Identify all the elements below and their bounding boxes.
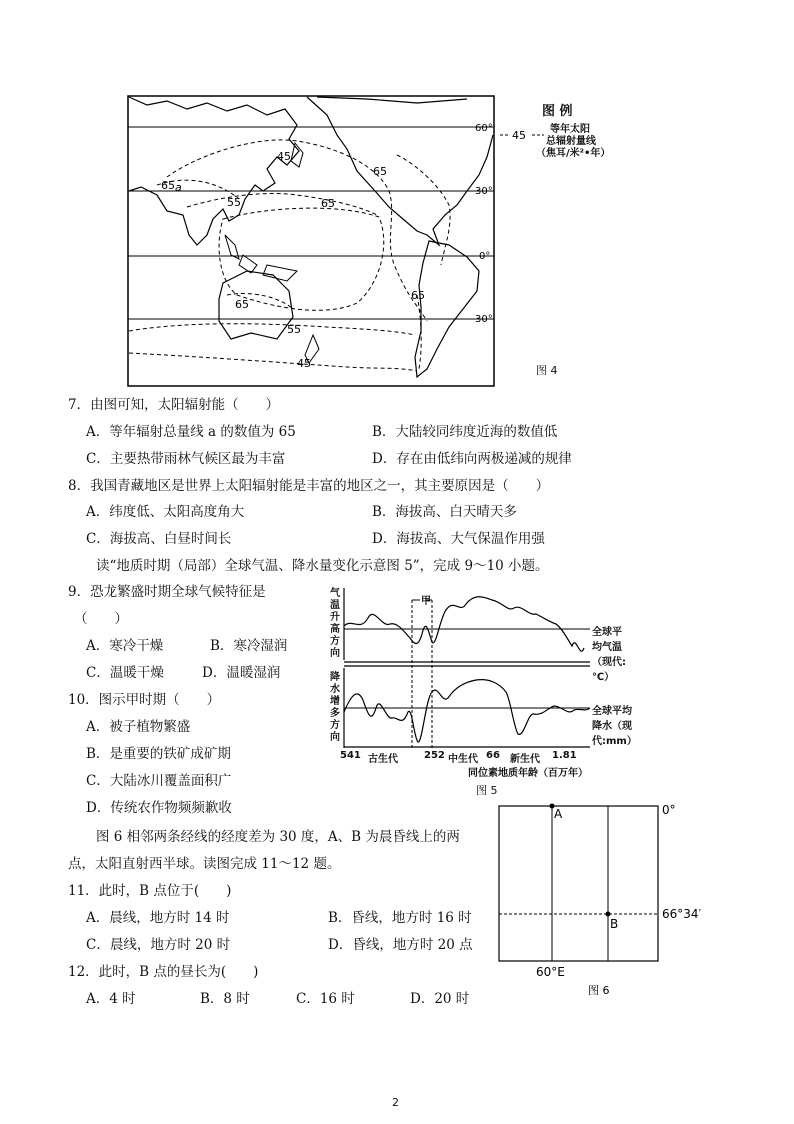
q10-stem: 10．图示甲时期（ ） [68, 692, 221, 708]
figure5-caption: 图 5 [476, 784, 498, 797]
contour-label: 65 [373, 165, 387, 178]
lat-label-30s: 30° [475, 314, 493, 325]
q12-option-a[interactable]: A．4 时 [86, 991, 136, 1007]
q9-option-d[interactable]: D．温暖湿润 [202, 665, 281, 681]
contour-label: 65 [411, 289, 425, 302]
contour-label: 45 [277, 150, 291, 163]
q9-option-c[interactable]: C．温暖干燥 [86, 665, 164, 681]
figure6-lat-mid: 66°34′ [662, 907, 702, 921]
figure5-y-label-bottom: 降 水 增 多 方 向 [330, 672, 340, 743]
q9-option-b[interactable]: B．寒冷湿润 [210, 638, 288, 654]
figure5-plot [342, 588, 592, 748]
q10-option-d[interactable]: D．传统农作物频频歉收 [86, 800, 232, 816]
lat-label-30n: 30° [475, 186, 493, 197]
contour-label: 65 [321, 197, 335, 210]
figure6-label-a: A [554, 807, 563, 821]
contour-label: 55 [287, 323, 301, 336]
q7-stem: 7．由图可知，太阳辐射能（ ） [68, 397, 280, 413]
q9-stem-paren: （ ） [74, 611, 128, 627]
figure5-jia: 甲 [421, 596, 431, 607]
figure4-caption: 图 4 [536, 364, 558, 377]
legend-line-sample [500, 128, 544, 142]
lat-label-60n: 60° [475, 123, 493, 134]
q12-stem: 12．此时，B 点的昼长为( ) [68, 964, 259, 980]
intro-11-12-line2: 点，太阳直射西半球。读图完成 11～12 题。 [68, 856, 341, 872]
q8-option-d[interactable]: D．海拔高、大气保温作用强 [372, 531, 545, 547]
q9-option-a[interactable]: A．寒冷干燥 [86, 638, 164, 654]
legend-desc2: 总辐射量线 [546, 136, 596, 147]
q12-option-c[interactable]: C．16 时 [296, 991, 355, 1007]
figure6-label-b: B [610, 917, 619, 931]
figure5-xtick: 古生代 [368, 754, 398, 765]
intro-9-10: 读“地质时期（局部）全球气温、降水量变化示意图 5”，完成 9～10 小题。 [96, 558, 549, 574]
q11-option-b[interactable]: B．昏线，地方时 16 时 [328, 910, 472, 926]
q8-option-c[interactable]: C．海拔高、白昼时间长 [86, 531, 232, 547]
legend-line-label: 45 [512, 129, 526, 142]
figure5-xtick: 541 [340, 750, 361, 761]
q7-option-a[interactable]: A．等年辐射总量线 a 的数值为 65 [86, 424, 296, 440]
q11-stem: 11．此时，B 点位于( ) [68, 883, 232, 899]
lat-label-0: 0° [479, 251, 491, 262]
figure6-diagram [496, 800, 728, 1000]
page-number: 2 [392, 1096, 399, 1109]
intro-11-12-line1: 图 6 相邻两条经线的经度差为 30 度，A、B 为晨昏线上的两 [96, 829, 460, 845]
figure5-xtick: 1.81 [552, 750, 577, 761]
q10-option-b[interactable]: B．是重要的铁矿成矿期 [86, 746, 231, 762]
figure6-lon-bottom: 60°E [536, 965, 565, 979]
contour-label: 55 [227, 196, 241, 209]
figure5-y-label-top: 气 温 升 高 方 向 [330, 588, 340, 659]
q12-option-b[interactable]: B．8 时 [200, 991, 250, 1007]
figure5-x-title: 同位素地质年龄（百万年） [468, 768, 588, 779]
q9-stem: 9．恐龙繁盛时期全球气候特征是 [68, 584, 266, 600]
q8-stem: 8．我国青藏地区是世界上太阳辐射能是丰富的地区之一，其主要原因是（ ） [68, 478, 550, 494]
figure5-xtick: 新生代 [510, 754, 540, 765]
point-b [606, 912, 611, 917]
figure6-lat-top: 0° [662, 803, 676, 817]
figure5-xtick: 中生代 [448, 754, 478, 765]
q10-option-c[interactable]: C．大陆冰川覆盖面积广 [86, 773, 232, 789]
legend-desc1: 等年太阳 [550, 124, 590, 135]
figure4-map [127, 95, 495, 387]
figure5-xtick: 252 [424, 750, 445, 761]
q10-option-a[interactable]: A．被子植物繁盛 [86, 719, 191, 735]
figure5-xtick: 66 [486, 750, 500, 761]
contour-label: 45 [297, 357, 311, 370]
q12-option-d[interactable]: D．20 时 [410, 991, 470, 1007]
figure5 [328, 588, 637, 797]
q11-option-d[interactable]: D．昏线，地方时 20 点 [328, 937, 473, 953]
q7-option-b[interactable]: B．大陆较同纬度近海的数值低 [372, 424, 558, 440]
contour-label: 65 [235, 298, 249, 311]
q8-option-a[interactable]: A．纬度低、太阳高度角大 [86, 504, 245, 520]
q8-option-b[interactable]: B．海拔高、白天晴天多 [372, 504, 517, 520]
contour-label-a: a [175, 181, 182, 194]
figure5-precip-label: 全球平均降水（现代:mm） [592, 706, 637, 747]
figure6-caption: 图 6 [588, 984, 610, 997]
contour-label: 65 [161, 179, 175, 192]
legend-unit: （焦耳/米²•年） [536, 148, 611, 159]
q11-option-c[interactable]: C．晨线，地方时 20 时 [86, 937, 231, 953]
figure5-temp-label: 全球平均气温（现代:℃） [592, 627, 626, 683]
q11-option-a[interactable]: A．晨线，地方时 14 时 [86, 910, 230, 926]
q7-option-d[interactable]: D．存在由低纬向两极递减的规律 [372, 451, 572, 467]
q7-option-c[interactable]: C．主要热带雨林气候区最为丰富 [86, 451, 286, 467]
legend-title: 图 例 [542, 104, 573, 119]
